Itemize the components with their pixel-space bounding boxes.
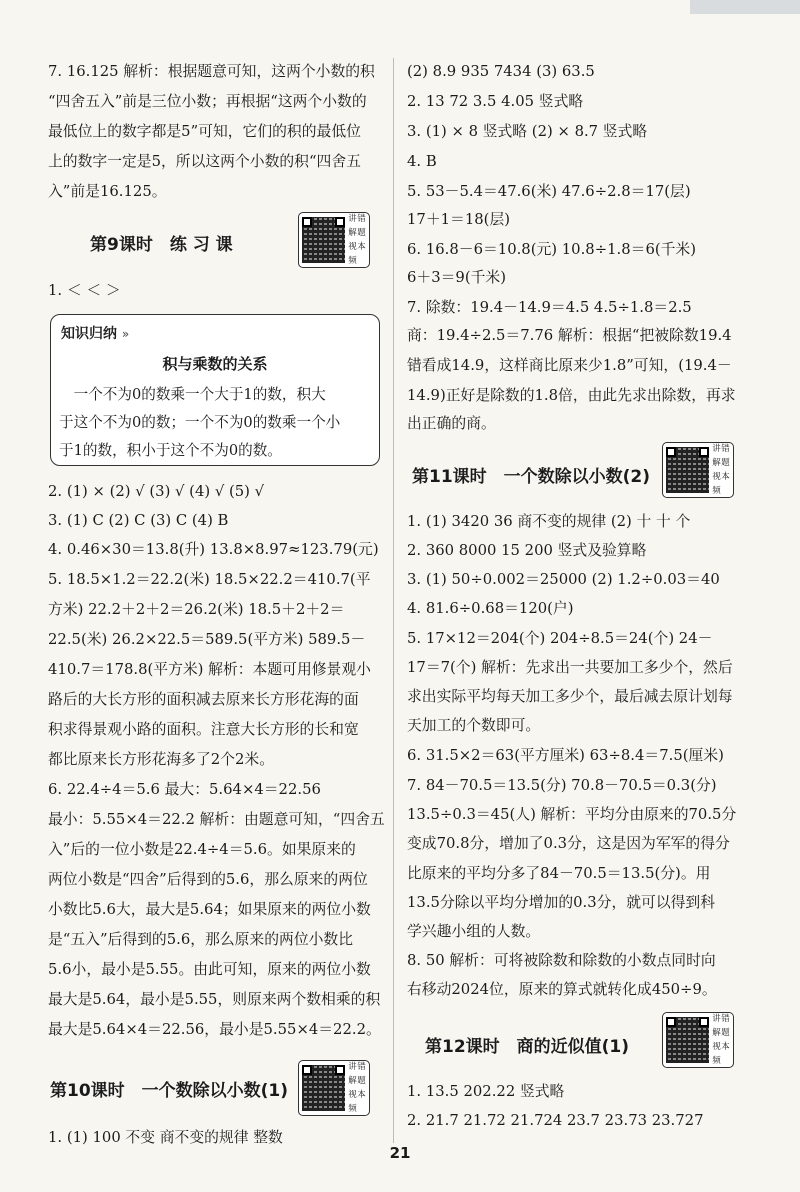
answer-line: 上的数字一定是5，所以这两个小数的积“四舍五 <box>48 153 361 170</box>
answer-line: 错看成14.9，这样商比原来少1.8”可知，(19.4－ <box>407 357 732 374</box>
qr-code-icon <box>666 1017 709 1063</box>
qr-code-lesson-12[interactable] <box>662 1012 734 1068</box>
answer-line: 方米) 22.2＋2＋2＝26.2(米) 18.5＋2＋2＝ <box>48 601 345 618</box>
answer-line: 右移动2024位，原来的算式就转化成450÷9。 <box>407 981 717 998</box>
answer-line: 求出实际平均每天加工多少个，最后减去原计划每 <box>407 688 733 705</box>
answer-line: 14.9)正好是除数的1.8倍，由此先求出除数，再求 <box>407 387 736 404</box>
lesson-9-heading: 第9课时 练 习 课 <box>90 235 233 255</box>
answer-line: 2. 360 8000 15 200 竖式及验算略 <box>407 542 647 559</box>
answer-line: 4. 81.6÷0.68＝120(户) <box>407 600 574 617</box>
answer-line: 小数比5.6大，最大是5.64；如果原来的两位小数 <box>48 901 371 918</box>
answer-line: 4. 0.46×30＝13.8(升) 13.8×8.97≈123.79(元) <box>48 541 379 558</box>
answer-line: 最大是5.64×4＝22.56，最小是5.55×4＝22.2。 <box>48 1021 381 1038</box>
answer-line: 1. 13.5 202.22 竖式略 <box>407 1083 565 1100</box>
answer-line: 3. (1) C (2) C (3) C (4) B <box>48 512 229 529</box>
knowledge-summary-box <box>50 314 380 466</box>
lesson-11-heading: 第11课时 一个数除以小数(2) <box>412 467 651 487</box>
answer-line: 410.7＝178.8(平方米) 解析：本题可用修景观小 <box>48 661 371 678</box>
answer-line: 1. ＜ ＜ ＞ <box>48 282 121 299</box>
answer-line: 7. 除数：19.4－14.9＝4.5 4.5÷1.8＝2.5 <box>407 299 692 316</box>
answer-line: 7. 16.125 解析：根据题意可知，这两个小数的积 <box>48 63 375 80</box>
knowledge-line: 于这个不为0的数；一个不为0的数乘一个小 <box>59 414 341 431</box>
knowledge-title: 积与乘数的关系 <box>162 355 268 373</box>
answer-line: 6. 31.5×2＝63(平方厘米) 63÷8.4＝7.5(厘米) <box>407 747 724 764</box>
answer-line: 7. 84－70.5＝13.5(分) 70.8－70.5＝0.3(分) <box>407 777 717 794</box>
knowledge-line: 于1的数，积小于这个不为0的数。 <box>59 442 282 459</box>
qr-code-icon <box>666 447 709 493</box>
answer-line: 5. 17×12＝204(个) 204÷8.5＝24(个) 24－ <box>407 630 713 647</box>
answer-line: 2. 21.7 21.72 21.724 23.7 23.73 23.727 <box>407 1112 704 1129</box>
page-corner-mark <box>690 0 800 14</box>
answer-line: 4. B <box>407 153 437 170</box>
answer-line: 6. 16.8－6＝10.8(元) 10.8÷1.8＝6(千米) <box>407 241 696 258</box>
lesson-12-heading: 第12课时 商的近似值(1) <box>425 1037 630 1057</box>
answer-line: 路后的大长方形的面积减去原来长方形花海的面 <box>48 691 359 708</box>
answer-line: 两位小数是“四舍”后得到的5.6，那么原来的两位 <box>48 871 368 888</box>
answer-line: 变成70.8分，增加了0.3分，这是因为军军的得分 <box>407 835 730 852</box>
answer-line: 入”后的一位小数是22.4÷4＝5.6。如果原来的 <box>48 841 356 858</box>
answer-line: 出正确的商。 <box>407 415 496 432</box>
knowledge-line: 一个不为0的数乘一个大于1的数，积大 <box>59 386 326 403</box>
answer-line: 学兴趣小组的人数。 <box>407 923 541 940</box>
answer-line: 2. 13 72 3.5 4.05 竖式略 <box>407 93 584 110</box>
answer-line: 3. (1) × 8 竖式略 (2) × 8.7 竖式略 <box>407 123 648 140</box>
qr-label: 讲 错 解 题 视 本 频 <box>712 1014 730 1066</box>
answer-line: 是“五入”后得到的5.6，那么原来的两位小数比 <box>48 931 354 948</box>
answer-line: “四舍五入”前是三位小数；再根据“这两个小数的 <box>48 93 367 110</box>
answer-line: 6. 22.4÷4＝5.6 最大：5.64×4＝22.56 <box>48 781 321 798</box>
answer-line: 5. 18.5×1.2＝22.2(米) 18.5×22.2＝410.7(平 <box>48 571 371 588</box>
answer-line: 商：19.4÷2.5＝7.76 解析：根据“把被除数19.4 <box>407 327 732 344</box>
answer-line: 8. 50 解析：可将被除数和除数的小数点同时向 <box>407 952 716 969</box>
answer-line: 积求得景观小路的面积。注意大长方形的长和宽 <box>48 721 359 738</box>
qr-label: 讲 错 解 题 视 本 频 <box>712 444 730 496</box>
qr-label: 讲 错 解 题 视 本 频 <box>348 1062 366 1114</box>
answer-line: 2. (1) × (2) √ (3) √ (4) √ (5) √ <box>48 483 265 500</box>
answer-line: 1. (1) 3420 36 商不变的规律 (2) 十 十 个 <box>407 513 691 530</box>
qr-label: 讲 错 解 题 视 本 频 <box>348 214 366 266</box>
knowledge-tag: 知识归纳 » <box>61 326 130 342</box>
answer-line: 17＝7(个) 解析：先求出一共要加工多少个，然后 <box>407 659 733 676</box>
qr-code-icon <box>302 217 345 263</box>
answer-line: 17＋1＝18(层) <box>407 211 511 228</box>
qr-code-lesson-10[interactable] <box>298 1060 370 1116</box>
answer-line: (2) 8.9 935 7434 (3) 63.5 <box>407 63 595 80</box>
page-number: 21 <box>389 1144 411 1162</box>
answer-line: 都比原来长方形花海多了2个2米。 <box>48 751 274 768</box>
answer-line: 13.5÷0.3＝45(人) 解析：平均分由原来的70.5分 <box>407 806 737 823</box>
answer-line: 比原来的平均分多了84－70.5＝13.5(分)。用 <box>407 865 711 882</box>
answer-line: 22.5(米) 26.2×22.5＝589.5(平方米) 589.5－ <box>48 631 366 648</box>
answer-line: 6＋3＝9(千米) <box>407 269 506 286</box>
qr-code-lesson-9[interactable] <box>298 212 370 268</box>
lesson-10-heading: 第10课时 一个数除以小数(1) <box>50 1081 289 1101</box>
answer-line: 1. (1) 100 不变 商不变的规律 整数 <box>48 1129 283 1146</box>
answer-line: 最大是5.64，最小是5.55，则原来两个数相乘的积 <box>48 991 381 1008</box>
qr-code-lesson-11[interactable] <box>662 442 734 498</box>
answer-line: 最低位上的数字都是5”可知，它们的积的最低位 <box>48 123 361 140</box>
answer-line: 5. 53－5.4＝47.6(米) 47.6÷2.8＝17(层) <box>407 183 691 200</box>
column-divider <box>393 58 394 1143</box>
answer-line: 3. (1) 50÷0.002＝25000 (2) 1.2÷0.03＝40 <box>407 571 720 588</box>
answer-line: 入”前是16.125。 <box>48 183 167 200</box>
answer-line: 13.5分除以平均分增加的0.3分，就可以得到科 <box>407 894 716 911</box>
answer-line: 最小：5.55×4＝22.2 解析：由题意可知，“四舍五 <box>48 811 385 828</box>
qr-code-icon <box>302 1065 345 1111</box>
answer-line: 天加工的个数即可。 <box>407 717 541 734</box>
answer-line: 5.6小，最小是5.55。由此可知，原来的两位小数 <box>48 961 371 978</box>
